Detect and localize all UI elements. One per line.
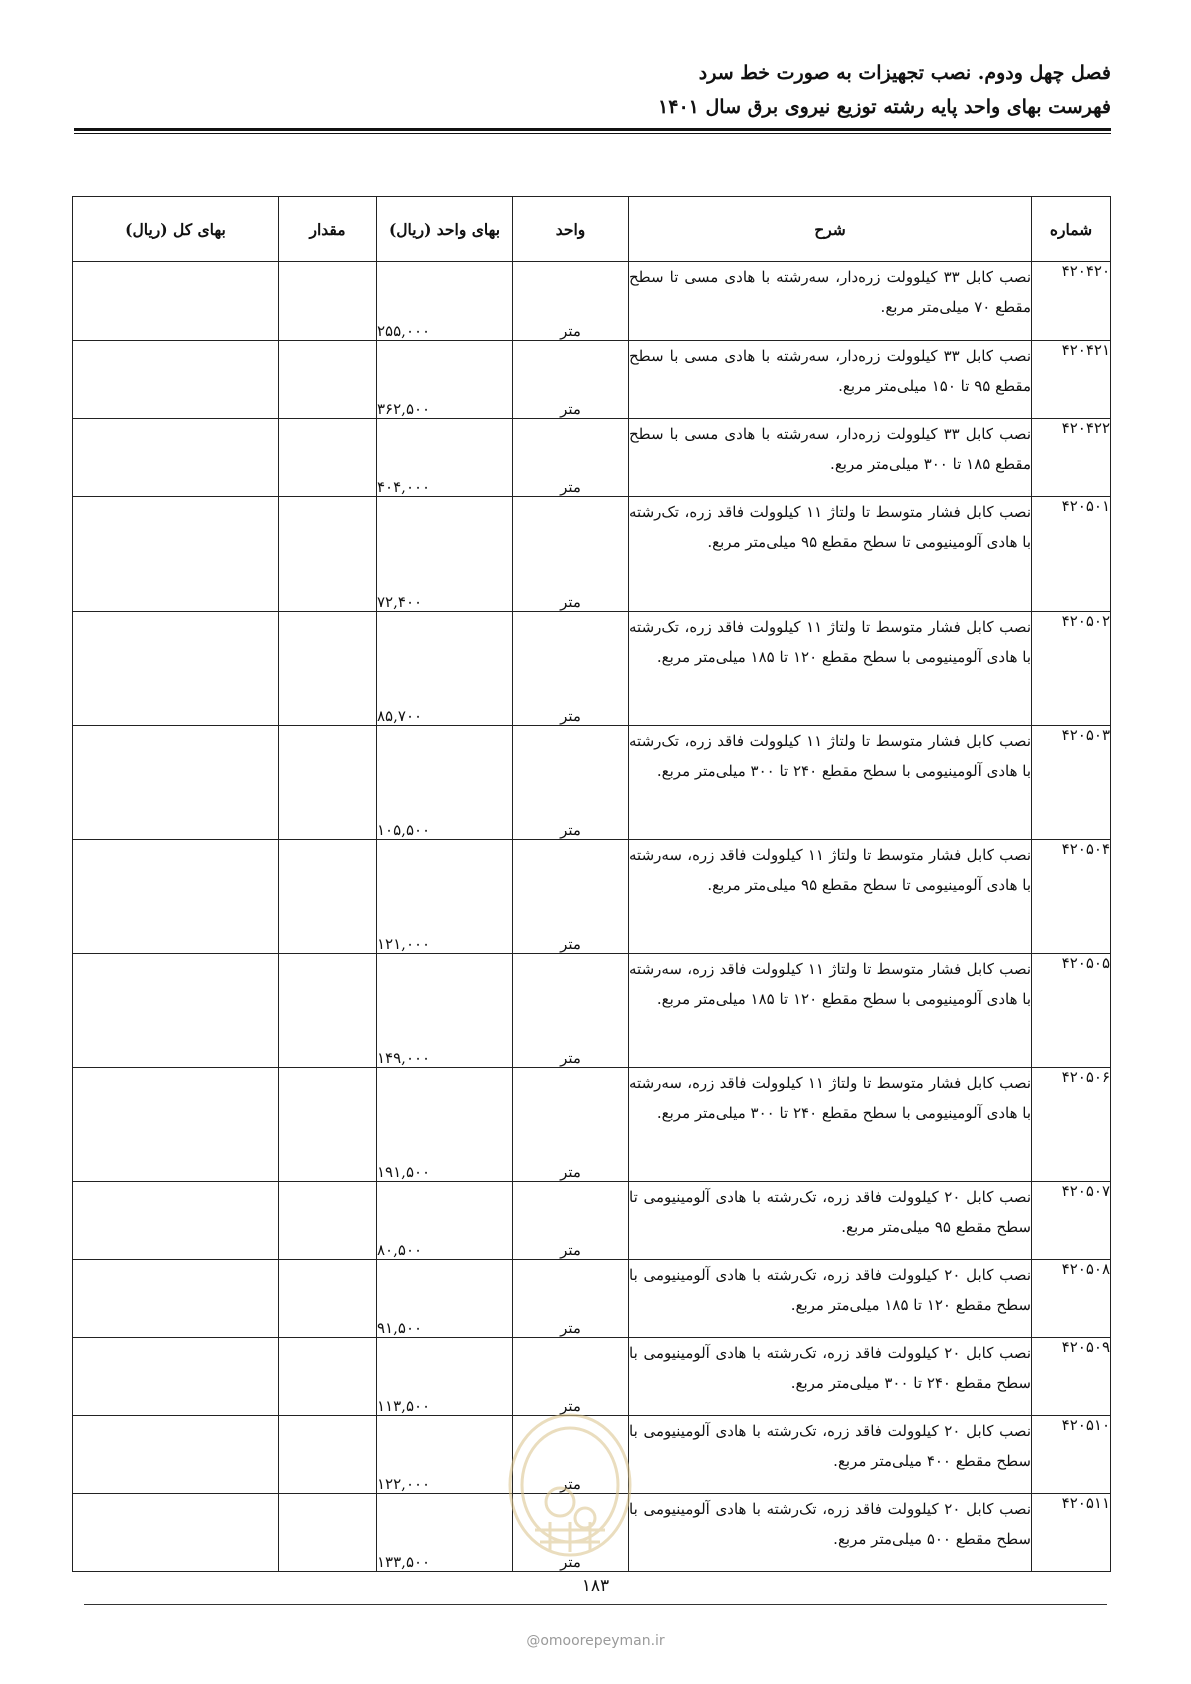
item-total-price bbox=[73, 612, 279, 726]
item-quantity bbox=[279, 419, 377, 497]
item-total-price bbox=[73, 1494, 279, 1572]
item-unit-price: ۱۴۹,۰۰۰ bbox=[377, 954, 513, 1068]
item-total-price bbox=[73, 497, 279, 612]
table-row bbox=[73, 262, 1111, 341]
item-unit: متر bbox=[513, 419, 629, 497]
table-row bbox=[73, 1182, 1111, 1260]
item-code: ۴۲۰۵۰۸ bbox=[1032, 1260, 1111, 1338]
item-total-price bbox=[73, 262, 279, 341]
item-unit-price: ۱۱۳,۵۰۰ bbox=[377, 1338, 513, 1416]
item-total-price bbox=[73, 1338, 279, 1416]
item-code: ۴۲۰۵۰۶ bbox=[1032, 1068, 1111, 1182]
table-row bbox=[73, 612, 1111, 726]
item-quantity bbox=[279, 726, 377, 840]
table-row bbox=[73, 840, 1111, 954]
table-row bbox=[73, 419, 1111, 497]
item-total-price bbox=[73, 1068, 279, 1182]
item-code: ۴۲۰۵۰۴ bbox=[1032, 840, 1111, 954]
column-header-unit: واحد bbox=[513, 197, 629, 262]
column-header-code: شماره bbox=[1032, 197, 1111, 262]
item-unit-price: ۸۰,۵۰۰ bbox=[377, 1182, 513, 1260]
item-unit: متر bbox=[513, 1068, 629, 1182]
item-quantity bbox=[279, 612, 377, 726]
footer-rule bbox=[84, 1604, 1107, 1605]
item-code: ۴۲۰۴۲۱ bbox=[1032, 341, 1111, 419]
item-code: ۴۲۰۵۰۱ bbox=[1032, 497, 1111, 612]
item-description: نصب کابل فشار متوسط تا ولتاژ ۱۱ کیلوولت فاقد زره، تک‌رشته با هادی آلومینیومی با سطح مقطع ۱۲۰ تا ۱۸۵ میلی‌متر مربع. bbox=[629, 612, 1032, 726]
page-number: ۱۸۳ bbox=[581, 1576, 610, 1596]
chapter-title: فصل چهل ودوم. نصب تجهیزات به صورت خط سرد bbox=[698, 62, 1111, 84]
item-description: نصب کابل ۳۳ کیلوولت زره‌دار، سه‌رشته با هادی مسی با سطح مقطع ۹۵ تا ۱۵۰ میلی‌متر مربع. bbox=[629, 341, 1032, 419]
item-quantity bbox=[279, 1182, 377, 1260]
item-total-price bbox=[73, 1182, 279, 1260]
item-unit: متر bbox=[513, 726, 629, 840]
table-row bbox=[73, 726, 1111, 840]
item-total-price bbox=[73, 341, 279, 419]
item-unit: متر bbox=[513, 341, 629, 419]
item-unit-price: ۱۲۱,۰۰۰ bbox=[377, 840, 513, 954]
item-quantity bbox=[279, 954, 377, 1068]
item-code: ۴۲۰۵۰۲ bbox=[1032, 612, 1111, 726]
item-unit: متر bbox=[513, 262, 629, 341]
table-row bbox=[73, 341, 1111, 419]
item-quantity bbox=[279, 341, 377, 419]
item-description: نصب کابل ۳۳ کیلوولت زره‌دار، سه‌رشته با هادی مسی تا سطح مقطع ۷۰ میلی‌متر مربع. bbox=[629, 262, 1032, 341]
table-header-row bbox=[73, 197, 1111, 262]
item-description: نصب کابل فشار متوسط تا ولتاژ ۱۱ کیلوولت فاقد زره، سه‌رشته با هادی آلومینیومی با سطح مقطع ۱۲۰ تا ۱۸۵ میلی‌متر مربع. bbox=[629, 954, 1032, 1068]
price-table bbox=[72, 196, 1111, 1572]
table-row bbox=[73, 1260, 1111, 1338]
item-code: ۴۲۰۴۲۲ bbox=[1032, 419, 1111, 497]
table-row bbox=[73, 497, 1111, 612]
item-unit: متر bbox=[513, 1494, 629, 1572]
item-unit: متر bbox=[513, 840, 629, 954]
item-quantity bbox=[279, 840, 377, 954]
item-code: ۴۲۰۵۱۰ bbox=[1032, 1416, 1111, 1494]
page-header bbox=[70, 56, 1111, 124]
item-total-price bbox=[73, 1260, 279, 1338]
column-header-description: شرح bbox=[629, 197, 1032, 262]
item-description: نصب کابل فشار متوسط تا ولتاژ ۱۱ کیلوولت فاقد زره، سه‌رشته با هادی آلومینیومی تا سطح مقطع ۹۵ میلی‌متر مربع. bbox=[629, 840, 1032, 954]
item-quantity bbox=[279, 1494, 377, 1572]
item-description: نصب کابل ۲۰ کیلوولت فاقد زره، تک‌رشته با هادی آلومینیومی تا سطح مقطع ۹۵ میلی‌متر مربع. bbox=[629, 1182, 1032, 1260]
item-unit-price: ۱۲۲,۰۰۰ bbox=[377, 1416, 513, 1494]
item-unit: متر bbox=[513, 954, 629, 1068]
table-row bbox=[73, 1494, 1111, 1572]
item-total-price bbox=[73, 726, 279, 840]
header-rule bbox=[74, 128, 1111, 134]
item-unit: متر bbox=[513, 1338, 629, 1416]
item-description: نصب کابل فشار متوسط تا ولتاژ ۱۱ کیلوولت فاقد زره، سه‌رشته با هادی آلومینیومی با سطح مقطع ۲۴۰ تا ۳۰۰ میلی‌متر مربع. bbox=[629, 1068, 1032, 1182]
item-unit: متر bbox=[513, 612, 629, 726]
item-total-price bbox=[73, 419, 279, 497]
item-unit-price: ۴۰۴,۰۰۰ bbox=[377, 419, 513, 497]
item-quantity bbox=[279, 1338, 377, 1416]
column-header-quantity: مقدار bbox=[279, 197, 377, 262]
item-unit-price: ۹۱,۵۰۰ bbox=[377, 1260, 513, 1338]
item-unit-price: ۸۵,۷۰۰ bbox=[377, 612, 513, 726]
item-unit-price: ۳۶۲,۵۰۰ bbox=[377, 341, 513, 419]
document-title: فهرست بهای واحد پایه رشته توزیع نیروی برق سال ۱۴۰۱ bbox=[658, 96, 1111, 118]
table-row bbox=[73, 1338, 1111, 1416]
item-code: ۴۲۰۵۰۷ bbox=[1032, 1182, 1111, 1260]
item-description: نصب کابل ۲۰ کیلوولت فاقد زره، تک‌رشته با هادی آلومینیومی با سطح مقطع ۵۰۰ میلی‌متر مربع. bbox=[629, 1494, 1032, 1572]
item-code: ۴۲۰۵۱۱ bbox=[1032, 1494, 1111, 1572]
table-row bbox=[73, 1416, 1111, 1494]
item-description: نصب کابل فشار متوسط تا ولتاژ ۱۱ کیلوولت فاقد زره، تک‌رشته با هادی آلومینیومی با سطح مقطع ۲۴۰ تا ۳۰۰ میلی‌متر مربع. bbox=[629, 726, 1032, 840]
item-quantity bbox=[279, 497, 377, 612]
item-quantity bbox=[279, 262, 377, 341]
item-unit-price: ۷۲,۴۰۰ bbox=[377, 497, 513, 612]
item-unit-price: ۱۳۳,۵۰۰ bbox=[377, 1494, 513, 1572]
item-total-price bbox=[73, 1416, 279, 1494]
item-total-price bbox=[73, 840, 279, 954]
item-description: نصب کابل ۲۰ کیلوولت فاقد زره، تک‌رشته با هادی آلومینیومی با سطح مقطع ۱۲۰ تا ۱۸۵ میلی‌متر مربع. bbox=[629, 1260, 1032, 1338]
item-quantity bbox=[279, 1416, 377, 1494]
item-unit: متر bbox=[513, 1416, 629, 1494]
item-description: نصب کابل ۲۰ کیلوولت فاقد زره، تک‌رشته با هادی آلومینیومی با سطح مقطع ۴۰۰ میلی‌متر مربع. bbox=[629, 1416, 1032, 1494]
table-row bbox=[73, 954, 1111, 1068]
item-unit-price: ۱۹۱,۵۰۰ bbox=[377, 1068, 513, 1182]
footer-website: @omoorepeyman.ir bbox=[526, 1633, 665, 1649]
item-quantity bbox=[279, 1068, 377, 1182]
table-row bbox=[73, 1068, 1111, 1182]
item-unit-price: ۱۰۵,۵۰۰ bbox=[377, 726, 513, 840]
item-code: ۴۲۰۵۰۵ bbox=[1032, 954, 1111, 1068]
column-header-total-price: بهای کل (ریال) bbox=[73, 197, 279, 262]
item-unit: متر bbox=[513, 497, 629, 612]
column-header-unit-price: بهای واحد (ریال) bbox=[377, 197, 513, 262]
item-code: ۴۲۰۵۰۳ bbox=[1032, 726, 1111, 840]
item-code: ۴۲۰۴۲۰ bbox=[1032, 262, 1111, 341]
item-code: ۴۲۰۵۰۹ bbox=[1032, 1338, 1111, 1416]
item-description: نصب کابل فشار متوسط تا ولتاژ ۱۱ کیلوولت فاقد زره، تک‌رشته با هادی آلومینیومی تا سطح مقطع ۹۵ میلی‌متر مربع. bbox=[629, 497, 1032, 612]
item-unit: متر bbox=[513, 1182, 629, 1260]
item-unit-price: ۲۵۵,۰۰۰ bbox=[377, 262, 513, 341]
item-description: نصب کابل ۳۳ کیلوولت زره‌دار، سه‌رشته با هادی مسی با سطح مقطع ۱۸۵ تا ۳۰۰ میلی‌متر مربع. bbox=[629, 419, 1032, 497]
item-description: نصب کابل ۲۰ کیلوولت فاقد زره، تک‌رشته با هادی آلومینیومی با سطح مقطع ۲۴۰ تا ۳۰۰ میلی‌متر مربع. bbox=[629, 1338, 1032, 1416]
item-unit: متر bbox=[513, 1260, 629, 1338]
item-quantity bbox=[279, 1260, 377, 1338]
item-total-price bbox=[73, 954, 279, 1068]
